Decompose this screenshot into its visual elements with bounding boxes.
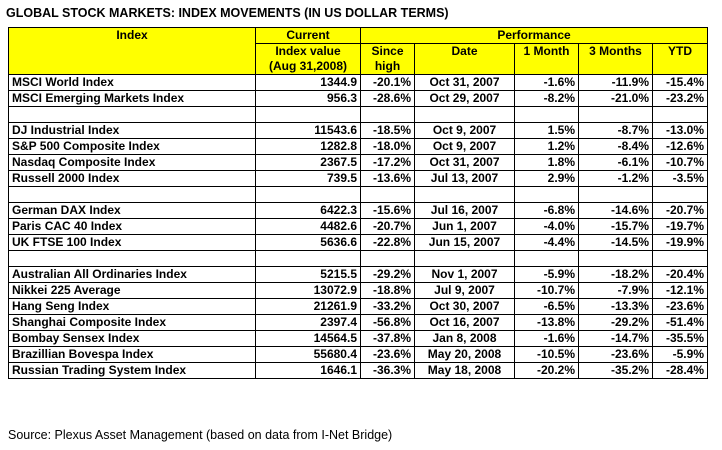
- since-high-cell: -20.1%: [361, 75, 415, 91]
- table-row: [9, 219, 708, 235]
- three-months-cell: -21.0%: [579, 91, 653, 107]
- index-name-cell: DJ Industrial Index: [9, 123, 256, 139]
- table-row: [9, 123, 708, 139]
- spacer-cell: [415, 107, 515, 123]
- index-name-cell: Australian All Ordinaries Index: [9, 267, 256, 283]
- header-3-months: 3 Months: [579, 44, 653, 75]
- index-name-cell: Brazillian Bovespa Index: [9, 347, 256, 363]
- table-row: [9, 235, 708, 251]
- since-high-cell: -18.0%: [361, 139, 415, 155]
- ytd-cell: -23.2%: [653, 91, 708, 107]
- spacer-row: [9, 251, 708, 267]
- high-date-cell: Jan 8, 2008: [415, 331, 515, 347]
- high-date-cell: Oct 16, 2007: [415, 315, 515, 331]
- index-name-cell: S&P 500 Composite Index: [9, 139, 256, 155]
- since-high-cell: -36.3%: [361, 363, 415, 379]
- three-months-cell: -18.2%: [579, 267, 653, 283]
- spacer-cell: [515, 187, 579, 203]
- spacer-cell: [256, 187, 361, 203]
- spacer-row: [9, 107, 708, 123]
- current-value-cell: 6422.3: [256, 203, 361, 219]
- three-months-cell: -23.6%: [579, 347, 653, 363]
- one-month-cell: -4.4%: [515, 235, 579, 251]
- spacer-cell: [9, 187, 256, 203]
- ytd-cell: -20.4%: [653, 267, 708, 283]
- since-high-cell: -17.2%: [361, 155, 415, 171]
- high-date-cell: Jul 16, 2007: [415, 203, 515, 219]
- high-date-cell: Oct 29, 2007: [415, 91, 515, 107]
- current-value-cell: 11543.6: [256, 123, 361, 139]
- ytd-cell: -23.6%: [653, 299, 708, 315]
- current-value-cell: 13072.9: [256, 283, 361, 299]
- spacer-cell: [579, 251, 653, 267]
- since-high-cell: -29.2%: [361, 267, 415, 283]
- since-high-cell: -20.7%: [361, 219, 415, 235]
- high-date-cell: Jun 1, 2007: [415, 219, 515, 235]
- ytd-cell: -5.9%: [653, 347, 708, 363]
- table-row: [9, 299, 708, 315]
- high-date-cell: Jul 13, 2007: [415, 171, 515, 187]
- current-value-cell: 1646.1: [256, 363, 361, 379]
- current-value-cell: 5636.6: [256, 235, 361, 251]
- three-months-cell: -14.7%: [579, 331, 653, 347]
- current-value-cell: 739.5: [256, 171, 361, 187]
- header-since-line2: high: [361, 59, 415, 75]
- since-high-cell: -28.6%: [361, 91, 415, 107]
- since-high-cell: -56.8%: [361, 315, 415, 331]
- since-high-cell: -15.6%: [361, 203, 415, 219]
- current-value-cell: 2397.4: [256, 315, 361, 331]
- index-name-cell: German DAX Index: [9, 203, 256, 219]
- since-high-cell: -37.8%: [361, 331, 415, 347]
- table-row: [9, 315, 708, 331]
- source-note: Source: Plexus Asset Management (based on data from I-Net Bridge): [8, 428, 393, 442]
- spacer-cell: [361, 187, 415, 203]
- table-row: [9, 283, 708, 299]
- header-since-line1: Since: [361, 44, 415, 60]
- one-month-cell: 1.5%: [515, 123, 579, 139]
- index-name-cell: Russian Trading System Index: [9, 363, 256, 379]
- header-current-line3: (Aug 31,2008): [256, 59, 361, 75]
- high-date-cell: Oct 31, 2007: [415, 155, 515, 171]
- since-high-cell: -18.8%: [361, 283, 415, 299]
- ytd-cell: -19.9%: [653, 235, 708, 251]
- one-month-cell: 1.2%: [515, 139, 579, 155]
- spacer-cell: [515, 107, 579, 123]
- three-months-cell: -1.2%: [579, 171, 653, 187]
- three-months-cell: -29.2%: [579, 315, 653, 331]
- one-month-cell: 2.9%: [515, 171, 579, 187]
- current-value-cell: 1282.8: [256, 139, 361, 155]
- three-months-cell: -7.9%: [579, 283, 653, 299]
- one-month-cell: -13.8%: [515, 315, 579, 331]
- current-value-cell: 21261.9: [256, 299, 361, 315]
- current-value-cell: 4482.6: [256, 219, 361, 235]
- three-months-cell: -6.1%: [579, 155, 653, 171]
- current-value-cell: 14564.5: [256, 331, 361, 347]
- one-month-cell: 1.8%: [515, 155, 579, 171]
- spacer-cell: [579, 187, 653, 203]
- ytd-cell: -51.4%: [653, 315, 708, 331]
- header-performance: Performance: [361, 28, 708, 44]
- table-row: [9, 267, 708, 283]
- three-months-cell: -8.4%: [579, 139, 653, 155]
- ytd-cell: -28.4%: [653, 363, 708, 379]
- ytd-cell: -19.7%: [653, 219, 708, 235]
- index-name-cell: MSCI World Index: [9, 75, 256, 91]
- one-month-cell: -10.7%: [515, 283, 579, 299]
- header-date: Date: [415, 44, 515, 75]
- one-month-cell: -1.6%: [515, 75, 579, 91]
- spacer-cell: [653, 107, 708, 123]
- header-current-line2: Index value: [256, 44, 361, 60]
- table-row: [9, 331, 708, 347]
- table-row: [9, 75, 708, 91]
- since-high-cell: -18.5%: [361, 123, 415, 139]
- ytd-cell: -35.5%: [653, 331, 708, 347]
- spacer-cell: [415, 251, 515, 267]
- table-row: [9, 171, 708, 187]
- header-ytd: YTD: [653, 44, 708, 75]
- three-months-cell: -11.9%: [579, 75, 653, 91]
- ytd-cell: -13.0%: [653, 123, 708, 139]
- current-value-cell: 5215.5: [256, 267, 361, 283]
- current-value-cell: 2367.5: [256, 155, 361, 171]
- high-date-cell: Oct 31, 2007: [415, 75, 515, 91]
- one-month-cell: -6.8%: [515, 203, 579, 219]
- table-row: [9, 155, 708, 171]
- index-name-cell: Russell 2000 Index: [9, 171, 256, 187]
- high-date-cell: Oct 9, 2007: [415, 123, 515, 139]
- since-high-cell: -22.8%: [361, 235, 415, 251]
- index-name-cell: Hang Seng Index: [9, 299, 256, 315]
- index-name-cell: Nikkei 225 Average: [9, 283, 256, 299]
- index-name-cell: Paris CAC 40 Index: [9, 219, 256, 235]
- high-date-cell: Jun 15, 2007: [415, 235, 515, 251]
- ytd-cell: -15.4%: [653, 75, 708, 91]
- index-name-cell: Nasdaq Composite Index: [9, 155, 256, 171]
- three-months-cell: -15.7%: [579, 219, 653, 235]
- table-title: GLOBAL STOCK MARKETS: INDEX MOVEMENTS (IN US DOLLAR TERMS): [6, 6, 449, 20]
- high-date-cell: May 20, 2008: [415, 347, 515, 363]
- one-month-cell: -4.0%: [515, 219, 579, 235]
- high-date-cell: Oct 30, 2007: [415, 299, 515, 315]
- spacer-row: [9, 187, 708, 203]
- index-name-cell: Shanghai Composite Index: [9, 315, 256, 331]
- table-body: [9, 75, 708, 379]
- table-row: [9, 203, 708, 219]
- spacer-cell: [653, 251, 708, 267]
- index-name-cell: MSCI Emerging Markets Index: [9, 91, 256, 107]
- index-name-cell: Bombay Sensex Index: [9, 331, 256, 347]
- index-movements-table: [8, 27, 708, 379]
- spacer-cell: [579, 107, 653, 123]
- high-date-cell: Oct 9, 2007: [415, 139, 515, 155]
- three-months-cell: -35.2%: [579, 363, 653, 379]
- high-date-cell: Jul 9, 2007: [415, 283, 515, 299]
- one-month-cell: -20.2%: [515, 363, 579, 379]
- ytd-cell: -12.6%: [653, 139, 708, 155]
- since-high-cell: -13.6%: [361, 171, 415, 187]
- table-row: [9, 91, 708, 107]
- current-value-cell: 1344.9: [256, 75, 361, 91]
- table-row: [9, 139, 708, 155]
- current-value-cell: 55680.4: [256, 347, 361, 363]
- spacer-cell: [361, 251, 415, 267]
- index-name-cell: UK FTSE 100 Index: [9, 235, 256, 251]
- one-month-cell: -5.9%: [515, 267, 579, 283]
- three-months-cell: -8.7%: [579, 123, 653, 139]
- one-month-cell: -1.6%: [515, 331, 579, 347]
- current-value-cell: 956.3: [256, 91, 361, 107]
- one-month-cell: -6.5%: [515, 299, 579, 315]
- table-row: [9, 347, 708, 363]
- spacer-cell: [361, 107, 415, 123]
- high-date-cell: May 18, 2008: [415, 363, 515, 379]
- since-high-cell: -33.2%: [361, 299, 415, 315]
- one-month-cell: -8.2%: [515, 91, 579, 107]
- ytd-cell: -20.7%: [653, 203, 708, 219]
- high-date-cell: Nov 1, 2007: [415, 267, 515, 283]
- spacer-cell: [256, 107, 361, 123]
- since-high-cell: -23.6%: [361, 347, 415, 363]
- ytd-cell: -10.7%: [653, 155, 708, 171]
- table-row: [9, 363, 708, 379]
- header-index: Index: [9, 28, 256, 75]
- spacer-cell: [9, 251, 256, 267]
- spacer-cell: [256, 251, 361, 267]
- header-1-month: 1 Month: [515, 44, 579, 75]
- three-months-cell: -14.5%: [579, 235, 653, 251]
- spacer-cell: [9, 107, 256, 123]
- three-months-cell: -14.6%: [579, 203, 653, 219]
- one-month-cell: -10.5%: [515, 347, 579, 363]
- three-months-cell: -13.3%: [579, 299, 653, 315]
- spacer-cell: [653, 187, 708, 203]
- spacer-cell: [415, 187, 515, 203]
- spacer-cell: [515, 251, 579, 267]
- ytd-cell: -3.5%: [653, 171, 708, 187]
- header-current-line1: Current: [256, 28, 361, 44]
- ytd-cell: -12.1%: [653, 283, 708, 299]
